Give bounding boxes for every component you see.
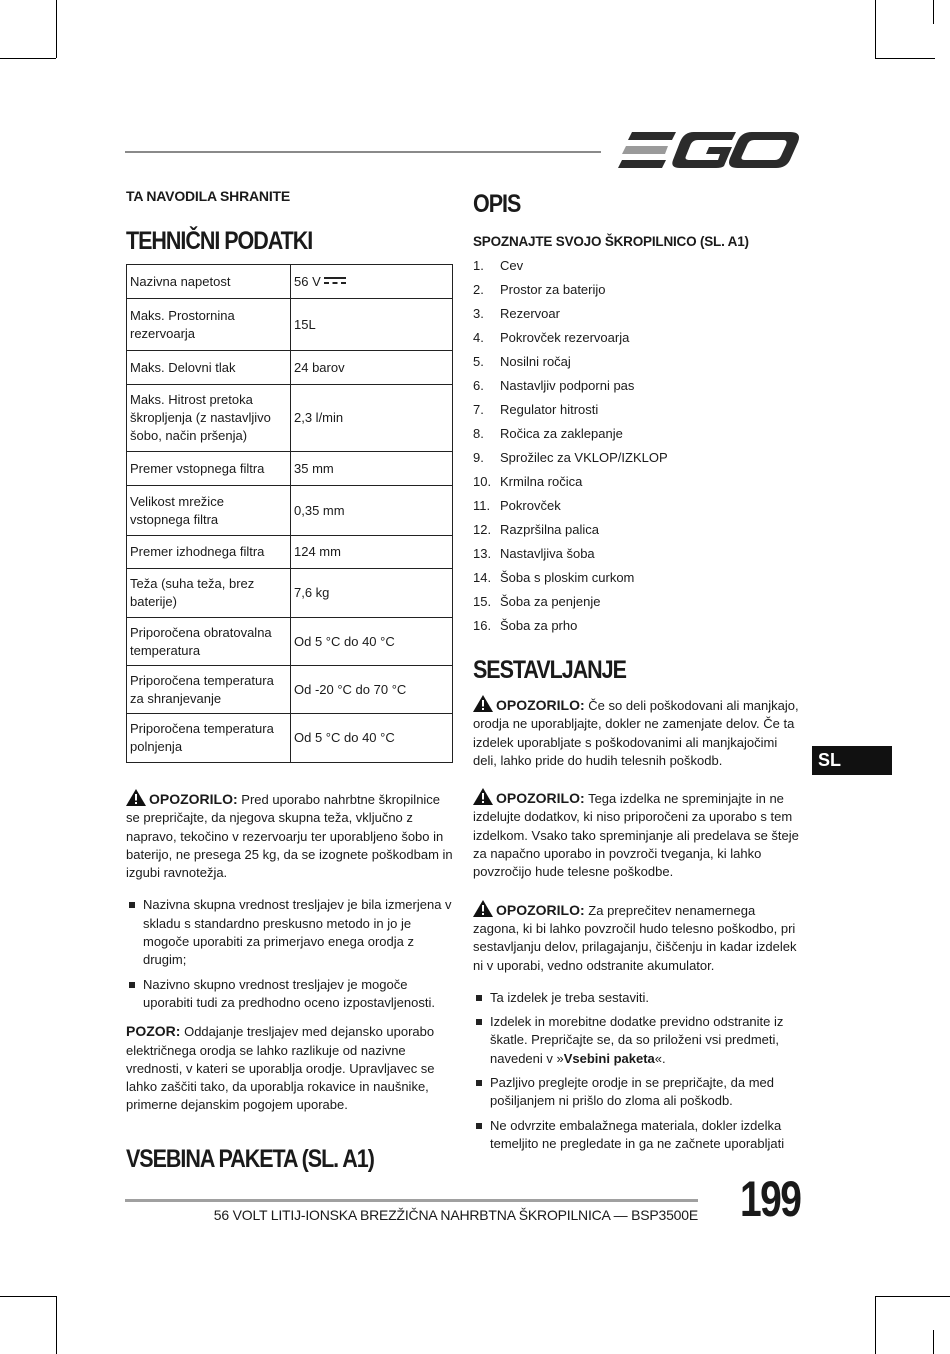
keep-instructions-notice: TA NAVODILA SHRANITE (126, 188, 290, 204)
spec-label: Maks. Prostornina rezervoarja (127, 299, 291, 351)
list-item: 14. Šoba s ploskim curkom (473, 570, 635, 585)
table-row (127, 486, 453, 536)
spec-label: Maks. Hitrost pretoka škropljenja (z nastavljivo šobo, način pršenja) (127, 385, 291, 452)
page-number: 199 (740, 1171, 801, 1227)
list-item: Pazljivo preglejte orodje in se prepričajte, da med pošiljanjem ni prišlo do zloma ali poškodb. (473, 1074, 803, 1111)
spec-label: Priporočena obratovalna temperatura (127, 618, 291, 666)
assembly-bullets (473, 989, 803, 1153)
header-rule (125, 151, 601, 153)
table-row (127, 666, 453, 714)
crop-mark (875, 1296, 876, 1354)
crop-mark (0, 1296, 56, 1297)
spec-label: Premer vstopnega filtra (127, 452, 291, 486)
list-item: 11. Pokrovček (473, 498, 561, 513)
warning-label: OPOZORILO: (149, 791, 238, 807)
spec-label: Priporočena temperatura polnjenja (127, 714, 291, 763)
list-item: Ne odvrzite embalažnega materiala, dokler izdelka temeljito ne pregledate in ga ne začnete uporabljati (473, 1117, 803, 1154)
table-row (127, 385, 453, 452)
list-item: 2. Prostor za baterijo (473, 282, 606, 297)
spec-value: Od 5 °C do 40 °C (291, 618, 453, 666)
list-item: Izdelek in morebitne dodatke previdno odstranite iz škatle. Prepričajte se, da so priloženi vsi predmeti, navedeni v »Vsebini paketa«. (473, 1013, 803, 1068)
list-item: 13. Nastavljiva šoba (473, 546, 595, 561)
spec-table (126, 264, 453, 763)
ego-logo (618, 128, 800, 172)
crop-mark (875, 58, 935, 59)
warning-text: Tega izdelka ne spreminjajte in ne izdelujte dodatkov, ki niso priporočeni za uporabo s tem izdelkom. Vsako tako spreminjanje ali predelava se šteje za napačno uporabo in povzroči tveganja, ki lahko povzročijo hude telesne poškodbe. (473, 791, 799, 880)
weight-warning (126, 789, 456, 882)
warning-triangle-icon (473, 900, 493, 917)
warning-text: Za preprečitev nenamernega zagona, ki bi lahko povzročil hudo telesno poškodbo, pri sestavljanju delov, prilagajanju, čiščenju in kadar izdelek ni v uporabi, vedno odstranite akumulator. (473, 902, 797, 973)
technical-data-heading: TEHNIČNI PODATKI (126, 227, 313, 255)
dc-symbol-icon (324, 276, 346, 286)
table-row (127, 265, 453, 299)
list-item: 4. Pokrovček rezervoarja (473, 330, 630, 345)
warning-text: Če so deli poškodovani ali manjkajo, orodja ne uporabljajte, dokler ne zamenjate delov. Če ta izdelek uporabljate s poškodovanimi ali manjkajočimi deli, lahko pride do hudih telesnih poškodb. (473, 698, 799, 768)
list-item: 15. Šoba za penjenje (473, 594, 601, 609)
warning-label: OPOZORILO: (496, 790, 585, 807)
list-item: 8. Ročica za zaklepanje (473, 426, 623, 441)
package-contents-heading: VSEBINA PAKETA (SL. A1) (126, 1144, 374, 1173)
crop-mark (56, 1296, 57, 1354)
warning-triangle-icon (473, 788, 493, 805)
left-column (126, 188, 456, 1174)
crop-mark (56, 0, 57, 58)
spec-label: Priporočena temperatura za shranjevanje (127, 666, 291, 714)
list-item: 12. Razpršilna palica (473, 522, 599, 537)
spec-label: Maks. Delovni tlak (127, 351, 291, 385)
caution-paragraph (126, 1022, 456, 1114)
crop-mark (0, 58, 56, 59)
table-row (127, 714, 453, 763)
warning-label: OPOZORILO: (496, 901, 585, 918)
list-item: Nazivna skupna vrednost tresljajev je bila izmerjena v skladu s standardno preskusno metodo in jo je mogoče uporabiti za primerjavo enega orodja z drugim; (126, 896, 456, 969)
spec-value: 56 V (291, 265, 453, 299)
warning-triangle-icon (473, 695, 493, 712)
list-item: 9. Sprožilec za VKLOP/IZKLOP (473, 450, 668, 465)
assembly-heading: SESTAVLJANJE (473, 656, 626, 684)
spec-value: Od 5 °C do 40 °C (291, 714, 453, 763)
list-item: 16. Šoba za prho (473, 618, 578, 633)
list-item: 7. Regulator hitrosti (473, 402, 599, 417)
right-column (473, 188, 803, 1159)
table-row (127, 569, 453, 618)
list-item: 10. Krmilna ročica (473, 474, 583, 489)
list-item: 1. Cev (473, 258, 524, 273)
spec-value: 35 mm (291, 452, 453, 486)
crop-mark (875, 0, 876, 58)
spec-label: Teža (suha teža, brez baterije) (127, 569, 291, 618)
table-row (127, 351, 453, 385)
spec-label: Velikost mrežice vstopnega filtra (127, 486, 291, 536)
spec-value: 124 mm (291, 536, 453, 569)
list-item: 5. Nosilni ročaj (473, 354, 571, 369)
footer-rule (125, 1199, 698, 1202)
package-contents-ref: Vsebini paketa (563, 1050, 655, 1066)
crop-mark (933, 1330, 934, 1354)
spec-value: 0,35 mm (291, 486, 453, 536)
table-row (127, 536, 453, 569)
description-heading: OPIS (473, 190, 521, 218)
vibration-bullets (126, 896, 456, 1012)
assembly-warning (473, 695, 803, 770)
crop-mark (895, 1296, 950, 1297)
table-row (127, 452, 453, 486)
spec-label: Nazivna napetost (127, 265, 291, 299)
crop-mark (933, 0, 934, 24)
assembly-warning (473, 900, 803, 975)
list-item: Ta izdelek je treba sestaviti. (473, 989, 803, 1007)
list-item: 6. Nastavljiv podporni pas (473, 378, 635, 393)
warning-label: OPOZORILO: (496, 697, 585, 713)
caution-label: POZOR: (126, 1023, 181, 1040)
spec-value: 7,6 kg (291, 569, 453, 618)
warning-text: Pred uporabo nahrbtne škropilnice se prepričajte, da njegova skupna teža, vključno z napravo, tekočino v rezervoarju ter uporabljeno šobo in baterijo, ne presega 25 kg, da se izognete poškodbam in izgubi ravnotežja. (126, 792, 453, 881)
table-row (127, 618, 453, 666)
assembly-warning (473, 788, 803, 881)
spec-value: 2,3 l/min (291, 385, 453, 452)
spec-value: Od -20 °C do 70 °C (291, 666, 453, 714)
parts-list (473, 254, 803, 638)
spec-value: 24 barov (291, 351, 453, 385)
know-your-sprayer-heading: SPOZNAJTE SVOJO ŠKROPILNICO (SL. A1) (473, 234, 749, 249)
warning-triangle-icon (126, 789, 146, 806)
list-item: Nazivno skupno vrednost tresljajev je mogoče uporabiti tudi za predhodno oceno izpostavljenosti. (126, 976, 456, 1013)
caution-text: Oddajanje tresljajev med dejansko uporabo električnega orodja se lahko razlikuje od nazivne vrednosti, v kateri se uporablja orodje. Upravljavec se lahko zaščiti tako, da uporablja rokavice in naušnike, primerne dejanskim pogojem uporabe. (126, 1024, 435, 1113)
language-tab: SL (812, 746, 892, 775)
list-item: 3. Rezervoar (473, 306, 560, 321)
spec-value: 15L (291, 299, 453, 351)
footer-title: 56 VOLT LITIJ-IONSKA BREZŽIČNA NAHRBTNA ŠKROPILNICA — BSP3500E (213, 1207, 698, 1223)
table-row (127, 299, 453, 351)
spec-label: Premer izhodnega filtra (127, 536, 291, 569)
